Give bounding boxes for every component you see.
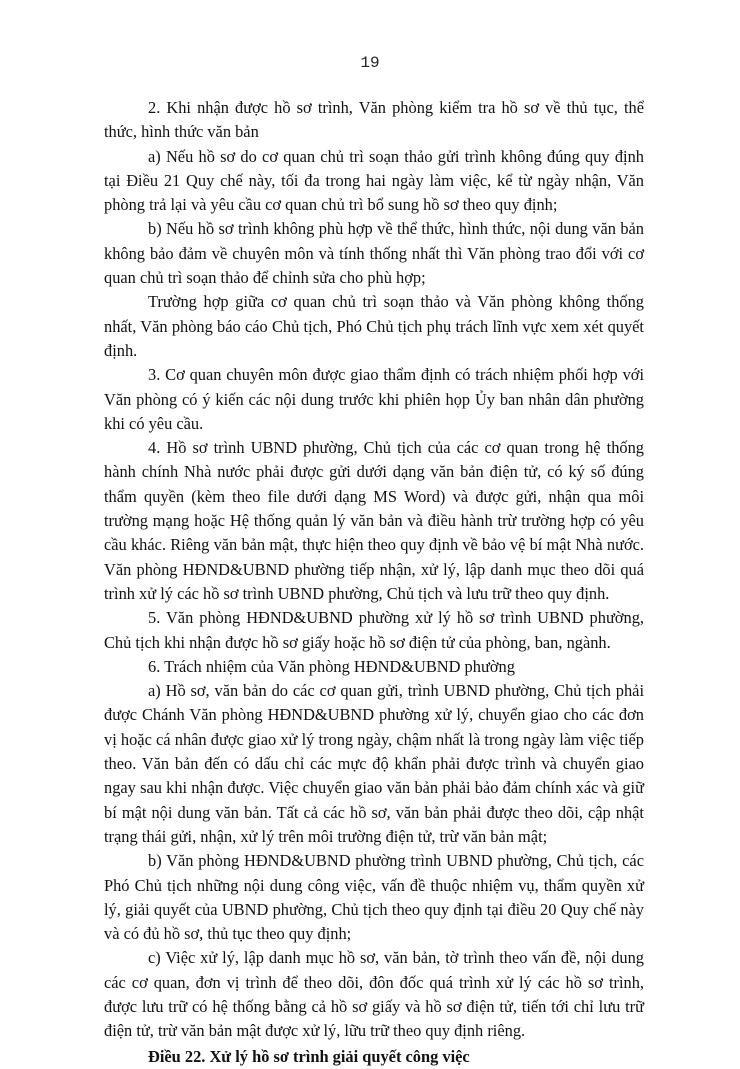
document-body — [104, 96, 644, 1069]
paragraph-item-6: 6. Trách nhiệm của Văn phòng HĐND&UBND phường — [148, 656, 515, 676]
article-heading: Điều 22. Xử lý hồ sơ trình giải quyết công việc — [148, 1046, 470, 1066]
paragraph-item-5: 5. Văn phòng HĐND&UBND phường xử lý hồ sơ trình UBND phường, Chủ tịch khi nhận được hồ sơ giấy hoặc hồ sơ điện tử của phòng, ban, ngành. — [104, 608, 644, 652]
paragraph-item-6a: a) Hồ sơ, văn bản do các cơ quan gửi, trình UBND phường, Chủ tịch phải được Chánh Văn phòng HĐND&UBND phường xử lý, chuyển giao cho các đơn vị hoặc cá nhân được giao xử lý trong ngày, chậm nhất là trong ngày làm việc tiếp theo. Văn bản đến có dấu chỉ các mực độ khẩn phải được trình và chuyển giao ngay sau khi nhận được. Việc chuyển giao văn bản phải bảo đảm chính xác và giữ bí mật nội dung văn bản. Tất cả các hồ sơ, văn bản phải được theo dõi, cập nhật trạng thái gửi, nhận, xử lý trên môi trường điện tử, trừ văn bản mật; — [104, 681, 644, 846]
paragraph-item-6b: b) Văn phòng HĐND&UBND phường trình UBND phường, Chủ tịch, các Phó Chủ tịch những nội dung công việc, vấn đề thuộc nhiệm vụ, thẩm quyền xử lý, giải quyết của UBND phường, Chủ tịch theo quy định tại điều 20 Quy chế này và có đủ hồ sơ, thủ tục theo quy định; — [104, 851, 644, 944]
paragraph-item-2: 2. Khi nhận được hồ sơ trình, Văn phòng kiểm tra hồ sơ về thủ tục, thể thức, hình thức văn bản — [104, 98, 644, 142]
paragraph-item-2a: a) Nếu hồ sơ do cơ quan chủ trì soạn thảo gửi trình không đúng quy định tại Điều 21 Quy chế này, tối đa trong hai ngày làm việc, kể từ ngày nhận, Văn phòng trả lại và yêu cầu cơ quan chủ trì bổ sung hồ sơ theo quy định; — [104, 146, 644, 215]
paragraph-item-6c: c) Việc xử lý, lập danh mục hồ sơ, văn bản, tờ trình theo vấn đề, nội dung các cơ quan, đơn vị trình để theo dõi, đôn đốc quá trình xử lý các hồ sơ trình, được lưu trữ có hệ thống bằng cả hồ sơ giấy và hồ sơ điện tử, tiến tới chỉ lưu trữ điện tử, trừ văn bản mật được xử lý, lữu trữ theo quy định riêng. — [104, 948, 644, 1041]
paragraph-item-2-disagreement: Trường hợp giữa cơ quan chủ trì soạn thảo và Văn phòng không thống nhất, Văn phòng báo cáo Chủ tịch, Phó Chủ tịch phụ trách lĩnh vực xem xét quyết định. — [104, 292, 644, 360]
page-number: 19 — [360, 54, 380, 72]
paragraph-item-3: 3. Cơ quan chuyên môn được giao thẩm định có trách nhiệm phối hợp với Văn phòng có ý kiến các nội dung trước khi phiên họp Ủy ban nhân dân phường khi có yêu cầu. — [104, 365, 644, 433]
paragraph-item-2b: b) Nếu hồ sơ trình không phù hợp về thể thức, hình thức, nội dung văn bản không bảo đảm về chuyên môn và tính thống nhất thì Văn phòng trao đổi với cơ quan chủ trì soạn thảo để chỉnh sửa cho phù hợp; — [104, 219, 644, 288]
paragraph-item-4: 4. Hồ sơ trình UBND phường, Chủ tịch của các cơ quan trong hệ thống hành chính Nhà nước phải được gửi dưới dạng văn bản điện tử, có ký số đúng thẩm quyền (kèm theo file dưới dạng MS Word) và được gửi, nhận qua môi trường mạng hoặc Hệ thống quản lý văn bản và điều hành trừ trường hợp có yêu cầu khác. Riêng văn bản mật, thực hiện theo quy định về bảo vệ bí mật Nhà nước. Văn phòng HĐND&UBND phường tiếp nhận, xử lý, lập danh mục theo dõi quá trình xử lý các hồ sơ trình UBND phường, Chủ tịch và lưu trữ theo quy định. — [104, 438, 644, 603]
